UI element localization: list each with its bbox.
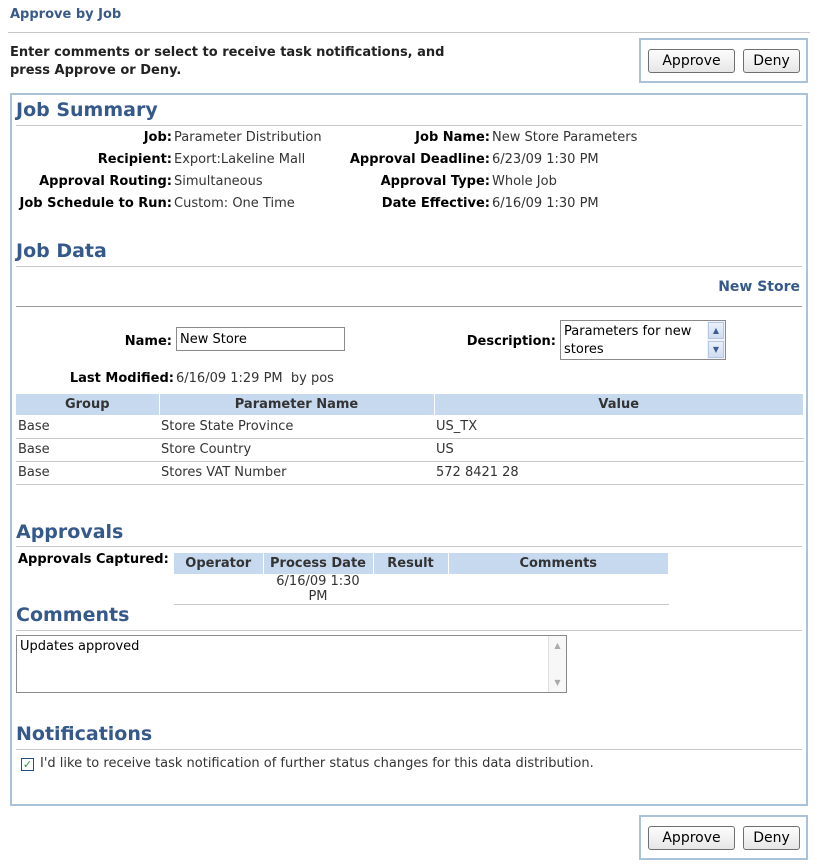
scroll-up-icon[interactable]: ▲ xyxy=(708,322,724,339)
notifications-heading: Notifications xyxy=(16,723,153,745)
column-header-parameter-name: Parameter Name xyxy=(159,394,434,415)
name-label: Name: xyxy=(124,334,172,349)
group-cell: Base xyxy=(16,461,159,484)
approval-panel xyxy=(10,93,808,806)
table-row xyxy=(16,415,804,438)
group-cell: Base xyxy=(16,438,159,461)
title-divider xyxy=(8,32,810,33)
recipient-value: Export:Lakeline Mall xyxy=(174,152,306,167)
parameters-table xyxy=(16,394,804,485)
comments-heading: Comments xyxy=(16,604,130,626)
comments-text: Updates approved xyxy=(20,639,140,654)
check-icon: ✓ xyxy=(22,758,33,771)
deny-button[interactable]: Deny xyxy=(743,49,800,73)
notification-label: I'd like to receive task notification of further status changes for this data distribution. xyxy=(40,756,594,771)
new-store-link[interactable]: New Store xyxy=(718,279,800,295)
approval-routing-label: Approval Routing: xyxy=(39,174,172,189)
bottom-action-bar xyxy=(639,815,808,860)
parameter-name-cell: Store State Province xyxy=(159,415,434,438)
approval-type-value: Whole Job xyxy=(492,174,557,189)
value-cell: US_TX xyxy=(434,415,804,438)
comments-divider xyxy=(16,630,802,631)
description-text: Parameters for new stores xyxy=(564,324,692,357)
process-date-cell: 6/16/09 1:30 PM xyxy=(263,574,373,605)
parameter-name-cell: Store Country xyxy=(159,438,434,461)
table-row xyxy=(16,461,804,484)
parameter-name-cell: Stores VAT Number xyxy=(159,461,434,484)
date-effective-value: 6/16/09 1:30 PM xyxy=(492,196,599,211)
column-header-value: Value xyxy=(434,394,804,415)
job-summary-heading: Job Summary xyxy=(16,99,158,121)
approval-deadline-value: 6/23/09 1:30 PM xyxy=(492,152,599,167)
job-name-label: Job Name: xyxy=(415,130,490,145)
approval-routing-value: Simultaneous xyxy=(174,174,263,189)
group-cell: Base xyxy=(16,415,159,438)
date-effective-label: Date Effective: xyxy=(381,196,490,211)
job-label: Job: xyxy=(143,130,172,145)
value-cell: US xyxy=(434,438,804,461)
last-modified-value: 6/16/09 1:29 PM by pos xyxy=(176,371,334,386)
approvals-heading: Approvals xyxy=(16,521,124,543)
job-data-heading: Job Data xyxy=(16,240,107,262)
comments-scrollbar[interactable] xyxy=(548,636,566,692)
value-cell: 572 8421 28 xyxy=(434,461,804,484)
last-modified-label: Last Modified: xyxy=(69,371,174,386)
approval-type-label: Approval Type: xyxy=(380,174,490,189)
recipient-label: Recipient: xyxy=(97,152,172,167)
job-summary-divider xyxy=(16,125,802,126)
page-title: Approve by Job xyxy=(10,7,122,22)
column-header-group: Group xyxy=(16,394,159,415)
job-schedule-label: Job Schedule to Run: xyxy=(19,196,172,211)
job-schedule-value: Custom: One Time xyxy=(174,196,295,211)
comments-textarea[interactable] xyxy=(16,635,567,693)
column-header-operator: Operator xyxy=(174,553,263,574)
notification-checkbox[interactable] xyxy=(21,758,34,771)
result-cell xyxy=(373,574,448,605)
column-header-comments: Comments xyxy=(448,553,669,574)
scroll-down-icon[interactable]: ▼ xyxy=(708,341,724,358)
description-label: Description: xyxy=(466,334,556,349)
deny-button[interactable]: Deny xyxy=(743,826,800,850)
approvals-captured-label: Approvals Captured: xyxy=(18,552,169,567)
column-header-process-date: Process Date xyxy=(263,553,373,574)
notifications-divider xyxy=(16,749,802,750)
approvals-divider xyxy=(16,546,802,547)
name-input[interactable] xyxy=(176,327,345,351)
top-action-bar xyxy=(639,38,808,83)
scroll-down-icon[interactable]: ▼ xyxy=(554,678,561,687)
description-textarea[interactable] xyxy=(560,320,726,360)
description-scrollbar[interactable] xyxy=(707,321,725,359)
scroll-up-icon[interactable]: ▲ xyxy=(554,641,561,650)
job-value: Parameter Distribution xyxy=(174,130,322,145)
job-data-divider xyxy=(16,266,802,267)
operator-cell xyxy=(174,574,263,605)
approve-button[interactable]: Approve xyxy=(648,826,735,850)
job-data-subdivider xyxy=(16,306,802,307)
approve-button[interactable]: Approve xyxy=(648,49,735,73)
table-row xyxy=(16,438,804,461)
approval-deadline-label: Approval Deadline: xyxy=(349,152,490,167)
instructions-text: Enter comments or select to receive task notifications, and press Approve or Deny. xyxy=(10,45,445,78)
approvals-table xyxy=(174,553,669,605)
column-header-result: Result xyxy=(373,553,448,574)
table-row xyxy=(174,574,669,605)
job-name-value: New Store Parameters xyxy=(492,130,638,145)
comments-cell xyxy=(448,574,669,605)
